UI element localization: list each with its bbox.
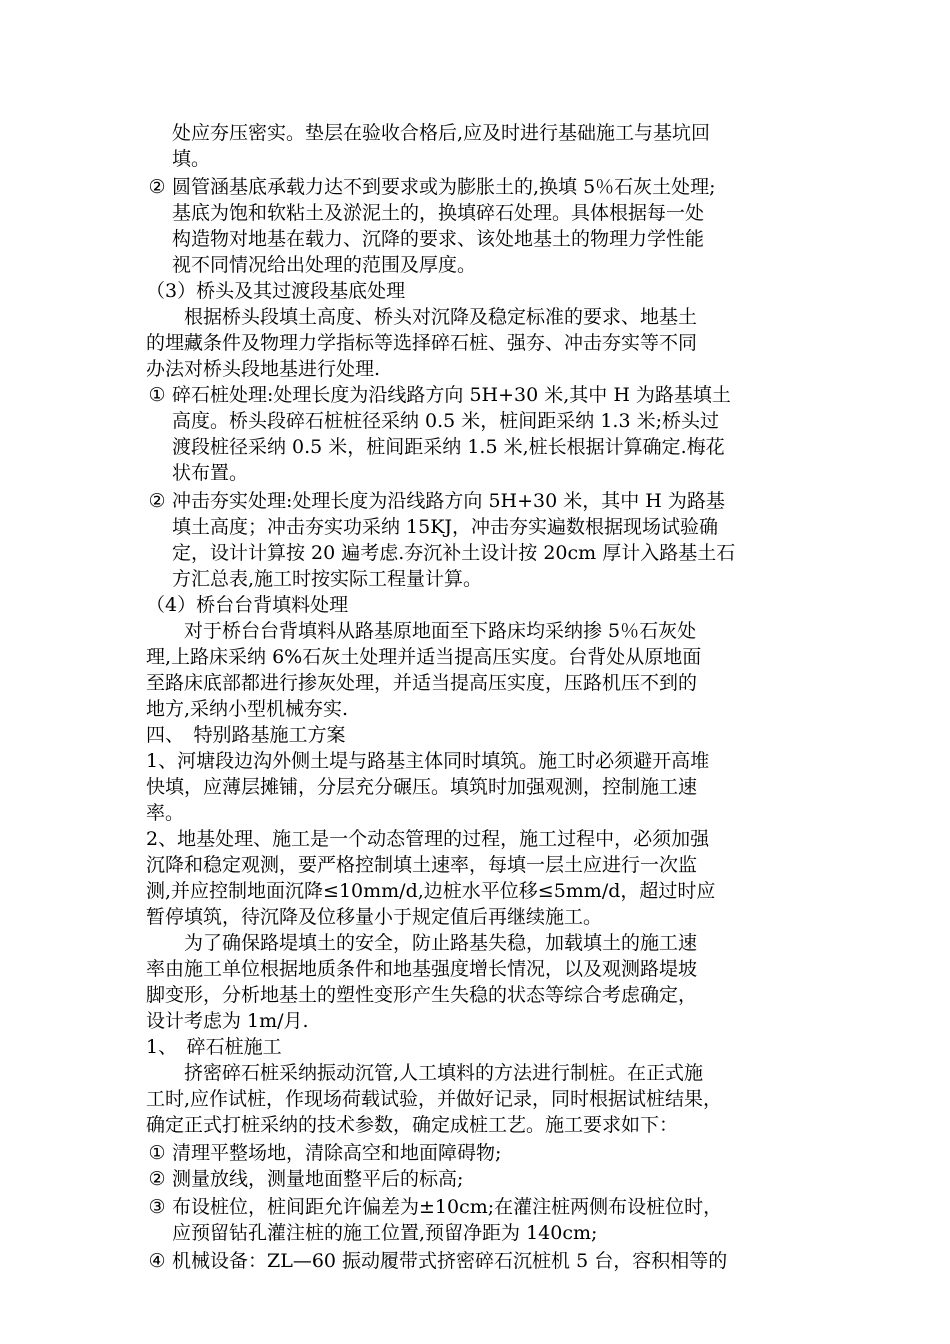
text-line: 地方,采纳小型机械夯实. [146, 698, 349, 720]
text-line: 工时,应作试桩，作现场荷载试验，并做好记录，同时根据试桩结果， [146, 1088, 723, 1110]
text-line: 设计考虑为 1m/月. [146, 1010, 309, 1032]
text-line: 渡段桩径采纳 0.5 米，桩间距采纳 1.5 米,桩长根据计算确定.梅花 [172, 436, 725, 458]
text-line: 沉降和稳定观测，要严格控制填土速率，每填一层土应进行一次监 [146, 854, 698, 876]
text-line: 机械设备：ZL—60 振动履带式挤密碎石沉桩机 5 台，容积相等的 [172, 1250, 728, 1272]
text-line: 方汇总表,施工时按实际工程量计算。 [172, 568, 483, 590]
text-line: 办法对桥头段地基进行处理. [146, 358, 381, 380]
text-line: 脚变形，分析地基土的塑性变形产生失稳的状态等综合考虑确定， [146, 984, 698, 1006]
text-line: 测量放线，测量地面整平后的标高; [172, 1168, 464, 1190]
text-line: 至路床底部都进行掺灰处理，并适当提高压实度，压路机压不到的 [146, 672, 698, 694]
text-line: 状布置。 [172, 462, 249, 484]
text-line: 清理平整场地，清除高空和地面障碍物; [172, 1142, 502, 1164]
text-line: 根据桥头段填土高度、桥头对沉降及稳定标准的要求、地基土 [184, 306, 698, 328]
list-marker: ④ [148, 1250, 166, 1272]
text-line: 定，设计计算按 20 遍考虑.夯沉补土设计按 20cm 厚计入路基土石 [172, 542, 736, 564]
text-line: 基底为饱和软粘土及淤泥土的，换填碎石处理。具体根据每一处 [172, 202, 705, 224]
text-line: 视不同情况给出处理的范围及厚度。 [172, 254, 477, 276]
text-line: 构造物对地基在载力、沉降的要求、该处地基土的物理力学性能 [172, 228, 705, 250]
text-line: 为了确保路堤填土的安全，防止路基失稳，加载填土的施工速 [184, 932, 698, 954]
list-marker: ② [148, 1168, 166, 1190]
text-line: 率。 [146, 802, 185, 824]
list-marker: ① [148, 1142, 166, 1164]
text-line: 应预留钻孔灌注桩的施工位置,预留净距为 140cm; [172, 1222, 598, 1244]
text-line: 的埋藏条件及物理力学指标等选择碎石桩、强夯、冲击夯实等不同 [146, 332, 698, 354]
section-heading: （4）桥台台背填料处理 [146, 594, 349, 616]
text-line: 理,上路床采纳 6%石灰土处理并适当提高压实度。台背处从原地面 [146, 646, 702, 668]
text-line: 高度。桥头段碎石桩桩径采纳 0.5 米，桩间距采纳 1.3 米;桥头过 [172, 410, 719, 432]
list-marker: ③ [148, 1196, 166, 1218]
text-line: 填土高度；冲击夯实功采纳 15KJ，冲击夯实遍数根据现场试验确 [172, 516, 719, 538]
list-marker: ① [148, 384, 166, 406]
text-line: 碎石桩处理:处理长度为沿线路方向 5H+30 米,其中 H 为路基填土 [172, 384, 731, 406]
text-line: 圆管涵基底承载力达不到要求或为膨胀土的,换填 5％石灰土处理; [172, 176, 716, 198]
text-line: 2、地基处理、施工是一个动态管理的过程，施工过程中，必须加强 [146, 828, 710, 850]
text-line: 冲击夯实处理:处理长度为沿线路方向 5H+30 米，其中 H 为路基 [172, 490, 725, 512]
text-line: 暂停填筑，待沉降及位移量小于规定值后再继续施工。 [146, 906, 603, 928]
section-heading: 四、 特别路基施工方案 [146, 724, 346, 746]
section-heading: （3）桥头及其过渡段基底处理 [146, 280, 406, 302]
text-line: 对于桥台台背填料从路基原地面至下路床均采纳掺 5％石灰处 [184, 620, 697, 642]
list-marker: ② [148, 490, 166, 512]
text-line: 快填，应薄层摊铺，分层充分碾压。填筑时加强观测，控制施工速 [146, 776, 698, 798]
text-line: 处应夯压密实。垫层在验收合格后,应及时进行基础施工与基坑回 [172, 122, 711, 144]
text-line: 填。 [172, 148, 211, 170]
text-line: 率由施工单位根据地质条件和地基强度增长情况，以及观测路堤坡 [146, 958, 698, 980]
text-line: 测,并应控制地面沉降≤10mm/d,边桩水平位移≤5mm/d，超过时应 [146, 880, 716, 902]
text-line: 挤密碎石桩采纳振动沉管,人工填料的方法进行制桩。在正式施 [184, 1062, 704, 1084]
list-marker: ② [148, 176, 166, 198]
text-line: 布设桩位，桩间距允许偏差为±10cm;在灌注桩两侧布设桩位时， [172, 1196, 723, 1218]
section-heading: 1、 碎石桩施工 [146, 1036, 282, 1058]
text-line: 1、河塘段边沟外侧土堤与路基主体同时填筑。施工时必须避开高堆 [146, 750, 710, 772]
text-line: 确定正式打桩采纳的技术参数，确定成桩工艺。施工要求如下： [146, 1114, 679, 1136]
